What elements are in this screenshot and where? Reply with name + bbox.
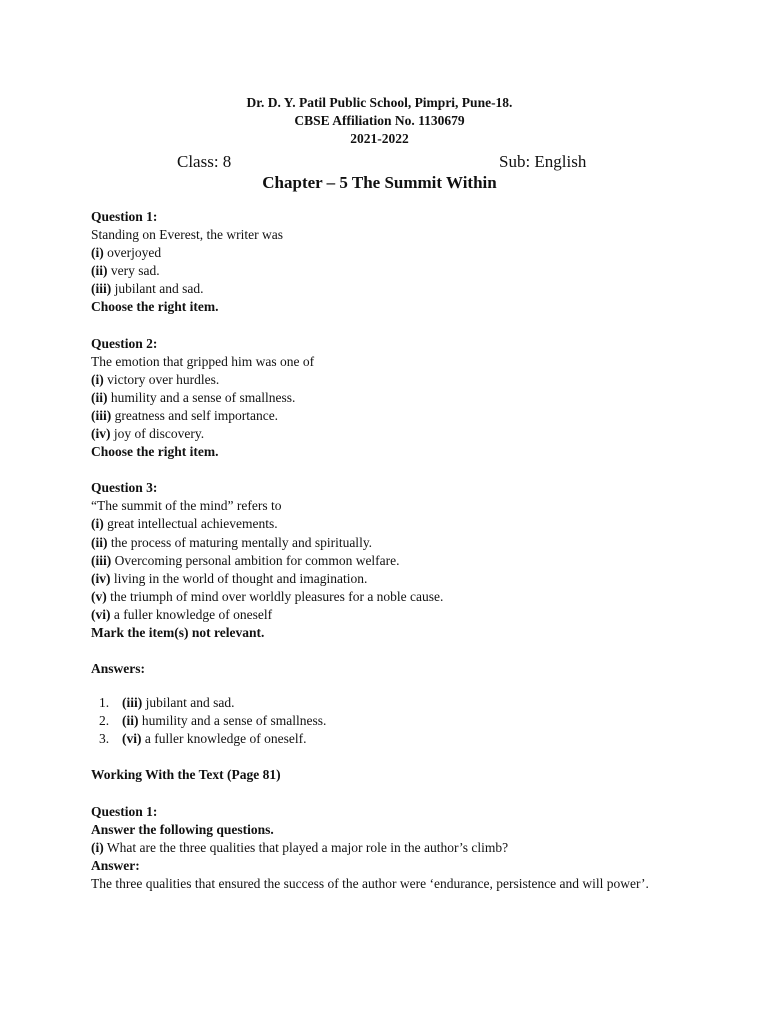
option-text: a fuller knowledge of oneself xyxy=(110,606,273,622)
option-tag: (iii) xyxy=(91,407,112,423)
option-tag: (iii) xyxy=(91,281,112,297)
answer-label: Answer: xyxy=(91,857,140,873)
option xyxy=(91,606,668,624)
question-title: Question 2: xyxy=(91,335,158,351)
question-title: Question 3: xyxy=(91,480,158,496)
option-tag: (iii) xyxy=(91,552,112,568)
option-text: living in the world of thought and imagination. xyxy=(110,570,368,586)
option-tag: (i) xyxy=(91,371,104,387)
question-title: Question 1: xyxy=(91,803,158,819)
option-text: greatness and self importance. xyxy=(111,407,279,423)
option-text: victory over hurdles. xyxy=(103,371,220,387)
affiliation-number: CBSE Affiliation No. 1130679 xyxy=(294,113,465,128)
school-name: Dr. D. Y. Patil Public School, Pimpri, Pune-18. xyxy=(246,95,513,110)
option xyxy=(91,425,668,443)
answers-list xyxy=(91,694,668,748)
working-question-1-block xyxy=(91,803,668,893)
class-label: Class: 8 xyxy=(177,152,232,171)
option xyxy=(91,371,668,389)
answer-text: a fuller knowledge of oneself. xyxy=(141,731,307,747)
sub-question-text: What are the three qualities that played a major role in the author’s climb? xyxy=(103,839,509,855)
question-2-block xyxy=(91,335,668,462)
answer-paragraph: The three qualities that ensured the success of the author were ‘endurance, persistence and will power’. xyxy=(91,875,649,891)
option xyxy=(91,552,668,570)
option xyxy=(91,588,668,606)
option-text: jubilant and sad. xyxy=(111,281,204,297)
answer-tag: (iii) xyxy=(122,695,143,711)
chapter-title: Chapter – 5 The Summit Within xyxy=(262,173,497,192)
list-number: 2. xyxy=(99,713,110,729)
option-text: the process of maturing mentally and spiritually. xyxy=(107,534,373,550)
answer-text: humility and a sense of smallness. xyxy=(138,713,327,729)
option-text: very sad. xyxy=(107,263,160,279)
working-with-text-block xyxy=(91,766,668,784)
answer-tag: (ii) xyxy=(122,713,139,729)
option-text: Overcoming personal ambition for common welfare. xyxy=(111,552,400,568)
answer-text: jubilant and sad. xyxy=(142,695,235,711)
option-tag: (vi) xyxy=(91,606,111,622)
option-tag: (v) xyxy=(91,588,107,604)
question-instruction: Choose the right item. xyxy=(91,444,219,460)
list-item xyxy=(91,712,668,730)
question-instruction: Choose the right item. xyxy=(91,299,219,315)
class-subject-row xyxy=(91,150,668,174)
answers-block xyxy=(91,660,668,678)
question-1-block xyxy=(91,208,668,317)
option-text: the triumph of mind over worldly pleasures for a noble cause. xyxy=(106,588,444,604)
option-text: joy of discovery. xyxy=(110,426,205,442)
question-prompt: “The summit of the mind” refers to xyxy=(91,498,282,514)
sub-question xyxy=(91,839,668,857)
option xyxy=(91,570,668,588)
option-tag: (iv) xyxy=(91,570,111,586)
option-tag: (iv) xyxy=(91,426,111,442)
option-text: great intellectual achievements. xyxy=(103,516,278,532)
option xyxy=(91,244,668,262)
question-prompt: Standing on Everest, the writer was xyxy=(91,227,283,243)
list-number: 3. xyxy=(99,731,110,747)
option-tag: (i) xyxy=(91,245,104,261)
answer-tag: (vi) xyxy=(122,731,142,747)
option-tag: (ii) xyxy=(91,389,108,405)
question-instruction: Mark the item(s) not relevant. xyxy=(91,624,265,640)
option-text: humility and a sense of smallness. xyxy=(107,389,296,405)
option xyxy=(91,534,668,552)
question-3-block xyxy=(91,479,668,642)
answers-title: Answers: xyxy=(91,661,145,677)
section-title: Working With the Text (Page 81) xyxy=(91,767,281,783)
option xyxy=(91,280,668,298)
subject-label: Sub: English xyxy=(499,152,587,171)
option-tag: (ii) xyxy=(91,534,108,550)
question-instruction: Answer the following questions. xyxy=(91,821,274,837)
option-tag: (ii) xyxy=(91,263,108,279)
sub-question-tag: (i) xyxy=(91,839,104,855)
list-item xyxy=(91,730,668,748)
option-tag: (i) xyxy=(91,516,104,532)
question-prompt: The emotion that gripped him was one of xyxy=(91,353,315,369)
question-title: Question 1: xyxy=(91,209,158,224)
option xyxy=(91,389,668,407)
academic-year: 2021-2022 xyxy=(350,131,409,146)
list-item xyxy=(91,694,668,712)
list-number: 1. xyxy=(99,695,110,711)
option xyxy=(91,262,668,280)
option xyxy=(91,407,668,425)
option xyxy=(91,515,668,533)
option-text: overjoyed xyxy=(103,245,162,261)
